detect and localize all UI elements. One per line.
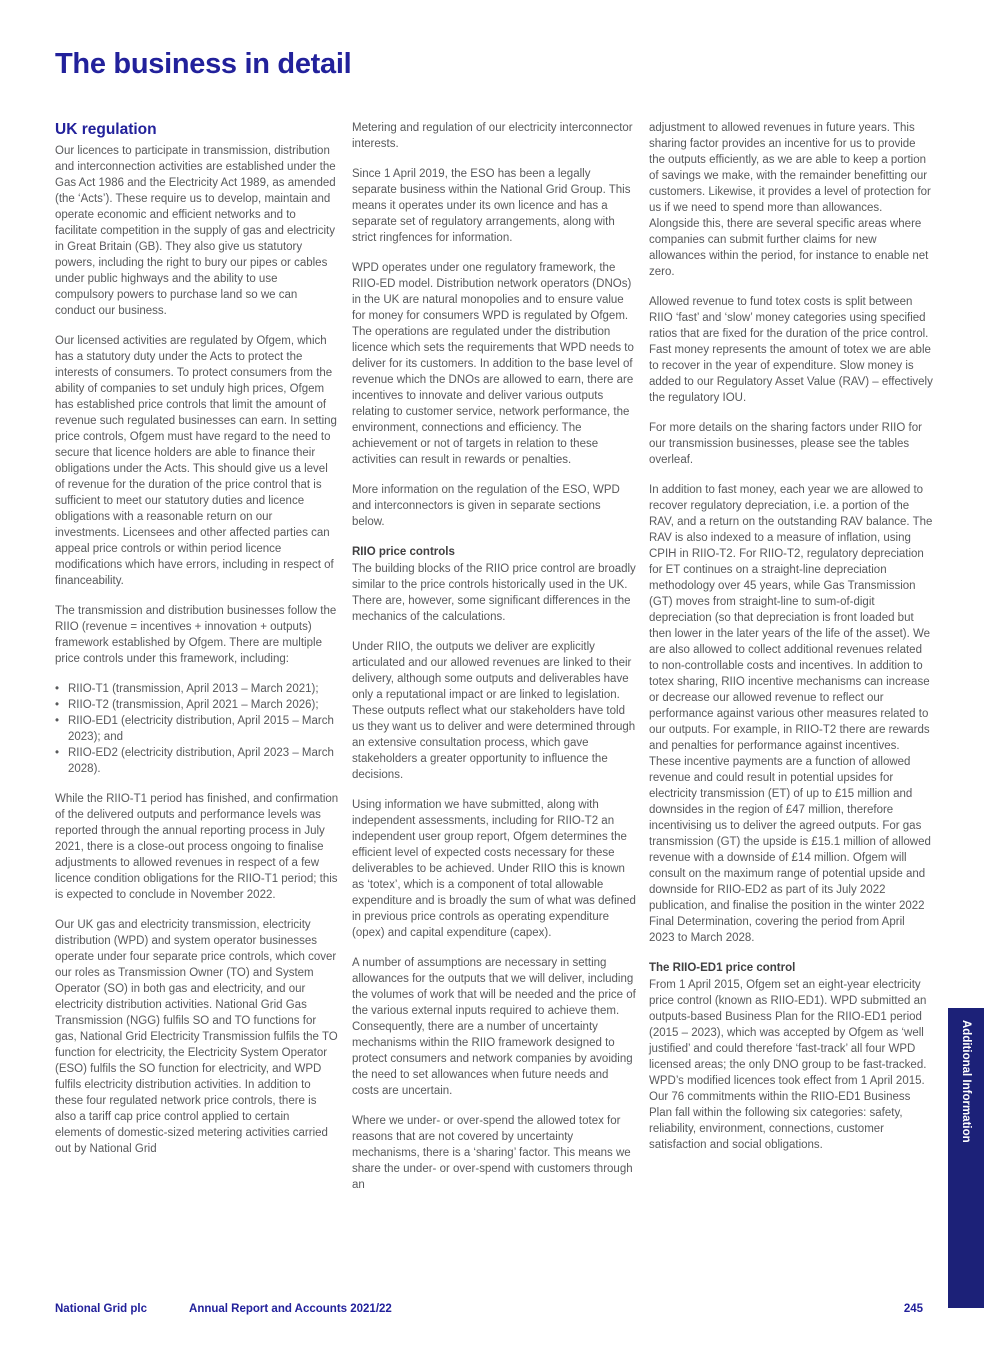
body-paragraph: In addition to fast money, each year we are allowed to recover regulatory depreciation, i.e. a portion of the RAV, and a return on the outstanding RAV balance. The RAV is also indexed to a measure of inflation, using CPIH in RIIO-T2. For RIIO-T2, regulatory depreciation for ET continues on a straight-line depreciation methodology over 45 years, while Gas Transmission (GT) moves from straight-line to sum-of-digit depreciation (so that depreciation is front loaded but then lower in the later years of the life of the asset). We are also allowed to collect additional revenues related to non-controllable costs and incentives. In addition to totex sharing, RIIO incentive mechanisms can increase or decrease our allowed revenue to reflect our performance against various other measures related to our outputs. For example, in RIIO-T2 there are rewards and penalties for performance against incentives. These incentive payments are a function of allowed revenue and could result in potential upsides for electricity transmission (ET) of up to £15 million and downsides in the region of £47 million, therefore incentivising us to deliver the agreed outputs. For gas transmission (GT) the upside is £15.1 million of allowed revenue with a downside of £14 million. Ofgem will consult on the maximum range of potential upside and downside for RIIO-ED2 as part of its July 2022 publication, and finalise the position in the winter 2022 Final Determination, covering the period from April 2023 to March 2028. — [649, 484, 933, 944]
body-paragraph: Our licensed activities are regulated by Ofgem, which has a statutory duty under the Acts to protect the interests of consumers. To protect consumers from the ability of companies to set unduly high prices, Ofgem has established price controls that limit the amount of revenue such regulated businesses can earn. In setting price controls, Ofgem must have regard to the need to secure that licence holders are able to finance their obligations under the Acts. This should give us a level of revenue for the duration of the price control that is sufficient to meet our statutory duties and licence obligations with a reasonable return on our investments. Licensees and other affected parties can appeal price controls or within period licence modifications which have errors, including in respect of financeability. — [55, 335, 337, 587]
body-paragraph: Using information we have submitted, along with independent assessments, including for RIIO-T2 an independent user group report, Ofgem determines the efficient level of expected costs necessary for these deliverables to be achieved. Under RIIO this is known as ‘totex’, which is a component of total allowable expenditure and is broadly the sum of what was defined in previous price controls as operating expenditure (opex) and capital expenditure (capex). — [352, 799, 636, 939]
bullet-list — [55, 681, 339, 777]
bullet-item: • RIIO-T2 (transmission, April 2021 – March 2026); — [55, 697, 339, 713]
page-title: The business in detail — [55, 48, 352, 80]
subsection-heading: The RIIO-ED1 price control — [649, 962, 796, 974]
subsection-heading: RIIO price controls — [352, 546, 455, 558]
body-paragraph: adjustment to allowed revenues in future years. This sharing factor provides an incentive for us to provide the outputs efficiently, as we are able to keep a portion of savings we make, with the remainder benefitting our customers. Likewise, it provides a level of protection for us if we need to spend more than allowances. Alongside this, there are several specific areas where companies can submit further claims for new allowances within the period, for instance to enable net zero. — [649, 122, 931, 278]
additional-information-tab-label: Additional Information — [960, 1020, 972, 1143]
body-paragraph: For more details on the sharing factors under RIIO for our transmission businesses, please see the tables overleaf. — [649, 422, 922, 466]
body-paragraph: WPD operates under one regulatory framework, the RIIO-ED model. Distribution network operators (DNOs) in the UK are natural monopolies and to ensure value for money for consumers WPD is regulated by Ofgem. The operations are regulated under the distribution licence which sets the requirements that WPD needs to deliver for its customers. In addition to the base level of revenue which the DNOs are allowed to earn, there are incentives to innovate and deliver various outputs relating to customer service, network performance, the environment, connections and efficiency. The achievement or not of targets in relation to these activities can result in rewards or penalties. — [352, 262, 634, 466]
footer-page-number: 245 — [903, 1303, 923, 1315]
footer-company-name: National Grid plc — [55, 1303, 148, 1315]
bullet-item: • RIIO-ED2 (electricity distribution, April 2023 – March 2028). — [55, 745, 339, 777]
column-1 — [55, 120, 339, 1171]
three-column-body — [55, 120, 936, 1207]
body-paragraph: The transmission and distribution businesses follow the RIIO (revenue = incentives + innovation + outputs) framework established by Ofgem. There are multiple price controls under this framework, including: — [55, 605, 337, 665]
body-paragraph: Under RIIO, the outputs we deliver are explicitly articulated and our allowed revenues are linked to their delivery, although some outputs and deliverables have only a reputational impact or are linked to legislation. These outputs reflect what our stakeholders have told us they want us to deliver and were determined through an extensive consultation process, which gave stakeholders a greater opportunity to influence the decisions. — [352, 641, 636, 781]
bullet-item: • RIIO-ED1 (electricity distribution, April 2015 – March 2023); and — [55, 713, 339, 745]
body-paragraph: More information on the regulation of the ESO, WPD and interconnectors is given in separate sections below. — [352, 484, 620, 528]
section-heading: UK regulation — [55, 121, 157, 138]
body-paragraph: Since 1 April 2019, the ESO has been a legally separate business within the National Grid Group. This means it operates under its own licence and has a separate set of regulatory arrangements, along with strict ringfences for information. — [352, 168, 631, 244]
page-footer — [55, 1303, 936, 1315]
footer-report-title: Annual Report and Accounts 2021/22 — [189, 1303, 392, 1315]
body-paragraph: From 1 April 2015, Ofgem set an eight-year electricity price control (known as RIIO-ED1). WPD submitted an outputs-based Business Plan for the RIIO-ED1 period (2015 – 2023), which was accepted by Ofgem as ‘well justified’ and could therefore ‘fast-track’ all four WPD licensed areas; the only DNO group to be fast-tracked. WPD’s modified licences took effect from 1 April 2015. Our 76 commitments within the RIIO-ED1 Business Plan fall within the following six categories: safety, reliability, environment, connections, customer satisfaction and social obligations. — [649, 979, 927, 1151]
bullet-item: • RIIO-T1 (transmission, April 2013 – March 2021); — [55, 681, 339, 697]
column-2 — [352, 120, 636, 1207]
column-3 — [649, 120, 933, 1167]
body-paragraph: Metering and regulation of our electricity interconnector interests. — [352, 122, 633, 150]
body-paragraph: While the RIIO-T1 period has finished, and confirmation of the delivered outputs and performance levels was reported through the annual reporting process in July 2021, there is a close-out process ongoing to finalise adjustments to allowed revenues in respect of a few licence condition obligations for the RIIO-T1 period; this is expected to conclude in November 2022. — [55, 793, 339, 901]
body-paragraph: Our UK gas and electricity transmission, electricity distribution (WPD) and system operator businesses operate under four separate price controls, which cover our roles as Transmission Owner (TO) and System Operator (SO) in both gas and electricity, and our electricity distribution activities. National Grid Gas Transmission (NGG) fulfils SO and TO functions for gas, National Grid Electricity Transmission fulfils the TO function for electricity, the Electricity System Operator (ESO) fulfils the SO function for electricity, and WPD fulfils electricity distribution activities. In addition to these four regulated network price controls, there is also a tariff cap price control applied to certain elements of domestic-sized metering activities carried out by National Grid — [55, 919, 338, 1155]
additional-information-tab — [948, 1008, 984, 1308]
body-paragraph: Where we under- or over-spend the allowed totex for reasons that are not covered by uncertainty mechanisms, there is a ‘sharing’ factor. This means we share the under- or over-spend with customers through an — [352, 1115, 633, 1191]
body-paragraph: A number of assumptions are necessary in setting allowances for the outputs that we will deliver, including the volumes of work that will be needed and the price of the various external inputs required to achieve them. Consequently, there are a number of uncertainty mechanisms within the RIIO framework designed to protect consumers and network companies by avoiding the need to set allowances when future needs and costs are uncertain. — [352, 957, 636, 1097]
body-paragraph: Allowed revenue to fund totex costs is split between RIIO ‘fast’ and ‘slow’ money categories using specified ratios that are fixed for the duration of the price control. Fast money represents the amount of totex we are able to recover in the year of expenditure. Slow money is added to our Regulatory Asset Value (RAV) – effectively the regulatory IOU. — [649, 296, 933, 404]
body-paragraph: Our licences to participate in transmission, distribution and interconnection activities are established under the Gas Act 1986 and the Electricity Act 1989, as amended (the ‘Acts’). These require us to develop, maintain and operate economic and efficient networks and to facilitate competition in the supply of gas and electricity in Great Britain (GB). They also give us statutory powers, including the right to bury our pipes or cables under public highways and the ability to use compulsory powers to purchase land so we can conduct our business. — [55, 145, 336, 317]
body-paragraph: The building blocks of the RIIO price control are broadly similar to the price controls historically used in the UK. There are, however, some significant differences in the mechanics of the calculations. — [352, 563, 636, 623]
